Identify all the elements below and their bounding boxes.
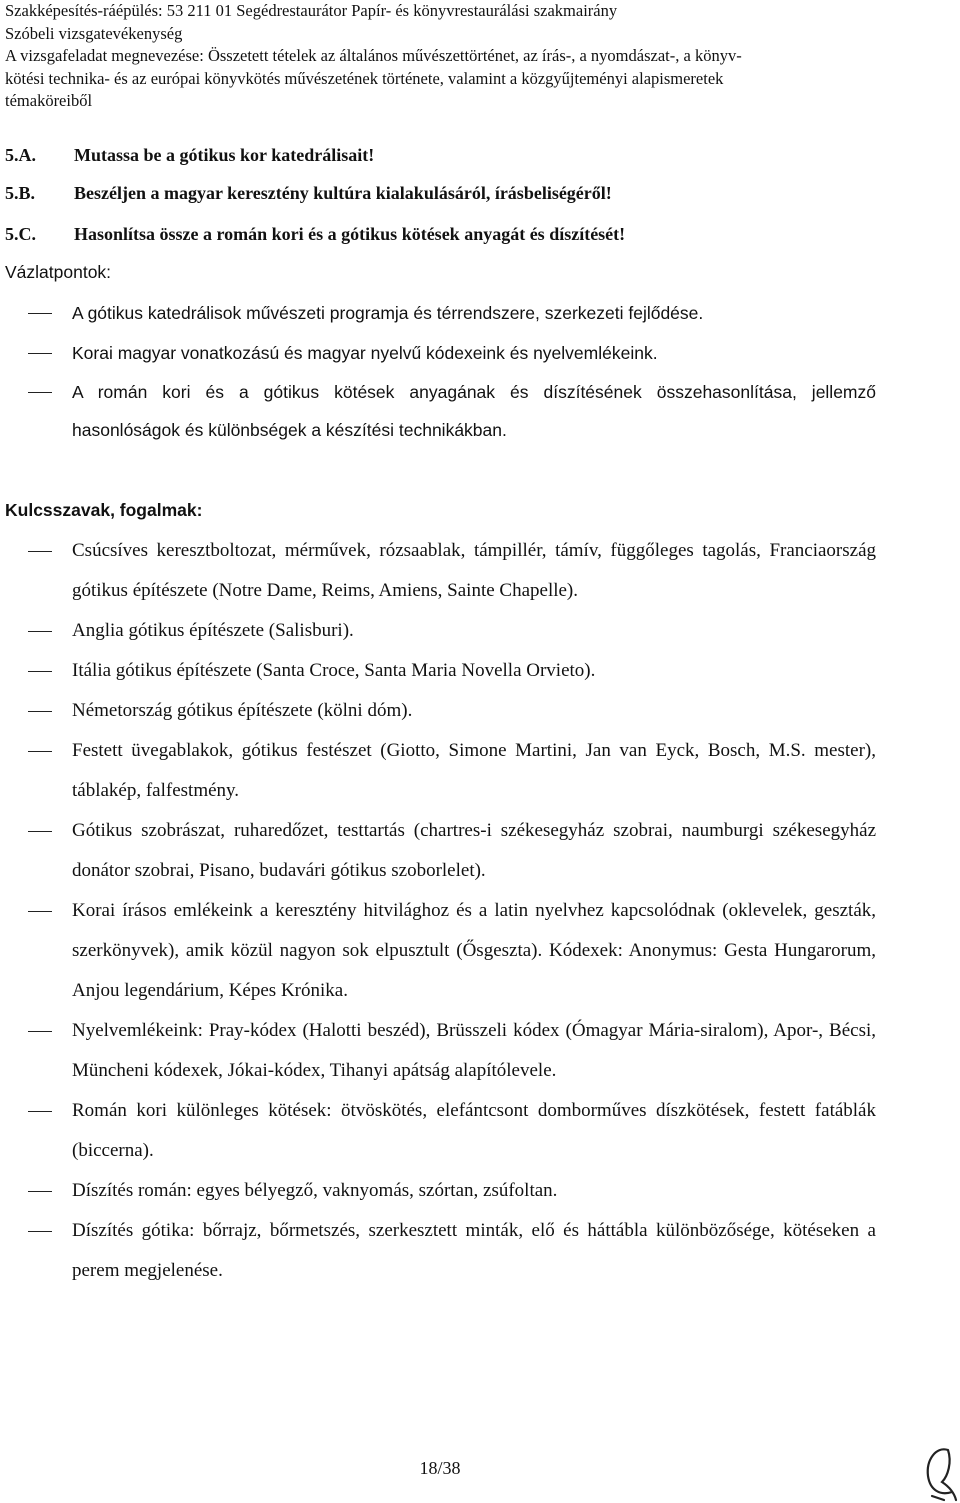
outline-item: A gótikus katedrálisok művészeti programja és térrendszere, szerkezeti fejlődése. xyxy=(0,294,876,332)
keyword-item: Díszítés román: egyes bélyegző, vaknyomás, szórtan, zsúfoltan. xyxy=(0,1171,876,1211)
dash-bullet-icon xyxy=(28,711,52,712)
keyword-item: Anglia gótikus építészete (Salisburi). xyxy=(0,611,876,651)
signature-logo-icon xyxy=(918,1442,960,1502)
keyword-item: Díszítés gótika: bőrrajz, bőrmetszés, szerkesztett minták, elő és háttábla különbözősége, kötéseken a perem megjelenése. xyxy=(0,1211,876,1291)
outline-item: Korai magyar vonatkozású és magyar nyelvű kódexeink és nyelvemlékeink. xyxy=(0,334,876,372)
keyword-item: Csúcsíves keresztboltozat, mérművek, rózsaablak, támpillér, támív, függőleges tagolás, Franciaország gótikus építészete (Notre Dame, Reims, Amiens, Sainte Chapelle). xyxy=(0,531,876,611)
task-5b xyxy=(5,181,612,205)
header-line-qualification: Szakképesítés-ráépülés: 53 211 01 Segédrestaurátor Papír- és könyvrestaurálási szakmairány xyxy=(5,1,618,20)
task-text: Beszéljen a magyar keresztény kultúra kialakulásáról, írásbeliségéről! xyxy=(74,183,612,203)
dash-bullet-icon xyxy=(28,1231,52,1232)
task-text: Hasonlítsa össze a román kori és a gótikus kötések anyagát és díszítését! xyxy=(74,224,626,244)
keywords-label: Kulcsszavak, fogalmak: xyxy=(5,500,203,520)
dash-bullet-icon xyxy=(28,911,52,912)
keyword-item: Gótikus szobrászat, ruharedőzet, testtartás (chartres-i székesegyház szobrai, naumburgi székesegyház donátor szobrai, Pisano, budavári gótikus szoborlelet). xyxy=(0,811,876,891)
keyword-item: Németország gótikus építészete (kölni dóm). xyxy=(0,691,876,731)
document-header xyxy=(5,0,950,113)
keyword-item: Festett üvegablakok, gótikus festészet (Giotto, Simone Martini, Jan van Eyck, Bosch, M.S. mester), táblakép, falfestmény. xyxy=(0,731,876,811)
task-code: 5.B. xyxy=(5,183,36,203)
dash-bullet-icon xyxy=(28,1111,52,1112)
keyword-item: Korai írásos emlékeink a keresztény hitvilághoz és a latin nyelvhez kapcsolódnak (oklevelek, geszták, szerkönyvek), amik közül nagyon sok elpusztult (Ősgeszta). Kódexek: Anonymus: Gesta Hungarorum, Anjou legendárium, Képes Krónika. xyxy=(0,891,876,1011)
task-5c xyxy=(5,222,625,246)
header-line-task-name-3: témaköreiből xyxy=(5,91,93,110)
task-code: 5.A. xyxy=(5,145,36,165)
dash-bullet-icon xyxy=(28,1191,52,1192)
keywords-list xyxy=(0,531,960,1291)
dash-bullet-icon xyxy=(28,751,52,752)
dash-bullet-icon xyxy=(28,1031,52,1032)
dash-bullet-icon xyxy=(28,551,52,552)
dash-bullet-icon xyxy=(28,631,52,632)
dash-bullet-icon xyxy=(28,831,52,832)
header-line-task-name-2: kötési technika- és az európai könyvkötés művészetének története, valamint a közgyűjteményi alapismeretek xyxy=(5,68,724,88)
task-code: 5.C. xyxy=(5,224,36,244)
outline-label: Vázlatpontok: xyxy=(5,262,112,282)
header-line-task-name-1: A vizsgafeladat megnevezése: Összetett tételek az általános művészettörténet, az írás-, a nyomdászat-, a könyv- xyxy=(5,46,742,65)
keyword-item: Itália gótikus építészete (Santa Croce, Santa Maria Novella Orvieto). xyxy=(0,651,876,691)
keyword-item: Román kori különleges kötések: ötvöskötés, elefántcsont domborműves díszkötések, festett fatáblák (biccerna). xyxy=(0,1091,876,1171)
dash-bullet-icon xyxy=(28,313,52,314)
keyword-item: Nyelvemlékeink: Pray-kódex (Halotti beszéd), Brüsszeli kódex (Ómagyar Mária-siralom), Apor-, Bécsi, Müncheni kódexek, Jókai-kódex, Tihanyi apátság alapítólevele. xyxy=(0,1011,876,1091)
outline-item: A román kori és a gótikus kötések anyagának és díszítésének összehasonlítása, jellemző hasonlóságok és különbségek a készítési technikákban. xyxy=(0,373,876,449)
dash-bullet-icon xyxy=(28,671,52,672)
page-number: 18/38 xyxy=(419,1458,461,1478)
task-text: Mutassa be a gótikus kor katedrálisait! xyxy=(74,145,375,165)
header-line-exam-type: Szóbeli vizsgatevékenység xyxy=(5,23,183,43)
dash-bullet-icon xyxy=(28,392,52,393)
outline-list xyxy=(0,294,960,451)
dash-bullet-icon xyxy=(28,353,52,354)
task-5a xyxy=(5,143,374,167)
